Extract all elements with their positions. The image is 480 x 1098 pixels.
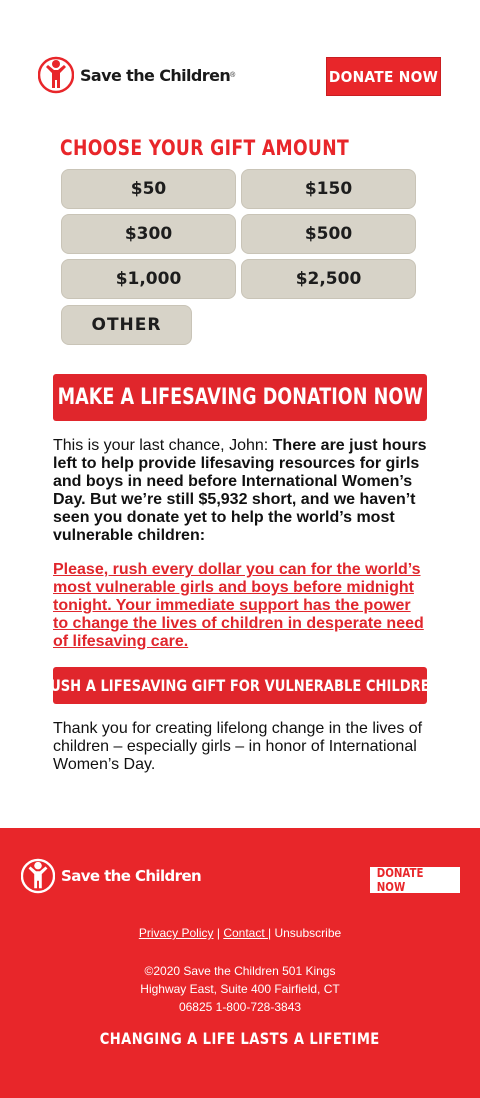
gift-amount-300-button[interactable]: $300 <box>61 214 236 254</box>
save-the-children-logo-icon <box>38 56 74 94</box>
urgent-appeal-link[interactable]: Please, rush every dollar you can for the world’s most vulnerable girls and boys before midnight tonight. Your immediate support has the power to change the lives of children in desperate need of lifesaving care. <box>53 561 424 650</box>
address-line-2: Highway East, Suite 400 Fairfield, CT <box>140 982 340 996</box>
intro-paragraph <box>53 437 429 545</box>
donate-now-button[interactable]: DONATE NOW <box>326 57 441 96</box>
address-line-3: 06825 1-800-728-3843 <box>178 1000 302 1014</box>
brand-logo[interactable] <box>38 56 235 94</box>
intro-text: This is your last chance, John: <box>53 437 273 454</box>
footer-donate-now-button[interactable] <box>370 867 460 893</box>
footer-brand-name: Save the Children <box>61 867 202 885</box>
address-line-1: ©2020 Save the Children 501 Kings <box>144 964 336 978</box>
gift-amount-title: CHOOSE YOUR GIFT AMOUNT <box>60 136 350 160</box>
contact-link[interactable]: Contact <box>223 926 269 940</box>
gift-amount-2500-button[interactable]: $2,500 <box>241 259 416 299</box>
unsubscribe-link[interactable]: | Unsubscribe <box>268 926 342 940</box>
make-donation-label: MAKE A LIFESAVING DONATION NOW <box>57 385 423 410</box>
save-the-children-logo-icon <box>21 858 55 894</box>
intro-bold-text: There are just hours left to help provide lifesaving resources for girls and boys in need before International Women’s Day. But we’re still $5,932 short, and we haven’t seen you donate yet to help the world’s most vulnerable children: <box>53 437 427 544</box>
gift-amount-500-button[interactable]: $500 <box>241 214 416 254</box>
gift-amount-50-button[interactable]: $50 <box>61 169 236 209</box>
footer-donate-label: DONATE NOW <box>376 866 424 894</box>
gift-amount-1000-button[interactable]: $1,000 <box>61 259 236 299</box>
gift-amount-other-button[interactable]: OTHER <box>61 305 192 345</box>
email-header <box>0 0 480 130</box>
footer-brand-logo[interactable] <box>21 858 201 894</box>
registered-mark: ® <box>230 71 236 79</box>
footer-links <box>0 926 480 940</box>
footer <box>0 828 480 1098</box>
footer-tagline <box>0 1029 480 1048</box>
footer-address <box>130 962 350 1016</box>
tagline-text: CHANGING A LIFE LASTS A LIFETIME <box>100 1029 380 1048</box>
rush-gift-label: RUSH A LIFESAVING GIFT FOR VULNERABLE CHILDREN <box>39 676 441 695</box>
privacy-policy-link[interactable]: Privacy Policy <box>138 926 214 940</box>
rush-gift-button[interactable] <box>39 667 441 704</box>
thank-you-paragraph: Thank you for creating lifelong change in the lives of children – especially girls – in honor of International Women’s Day. <box>53 720 423 773</box>
link-separator: | <box>216 926 220 940</box>
gift-amount-150-button[interactable]: $150 <box>241 169 416 209</box>
make-donation-button[interactable] <box>53 374 427 421</box>
brand-name: Save the Children <box>80 65 231 85</box>
